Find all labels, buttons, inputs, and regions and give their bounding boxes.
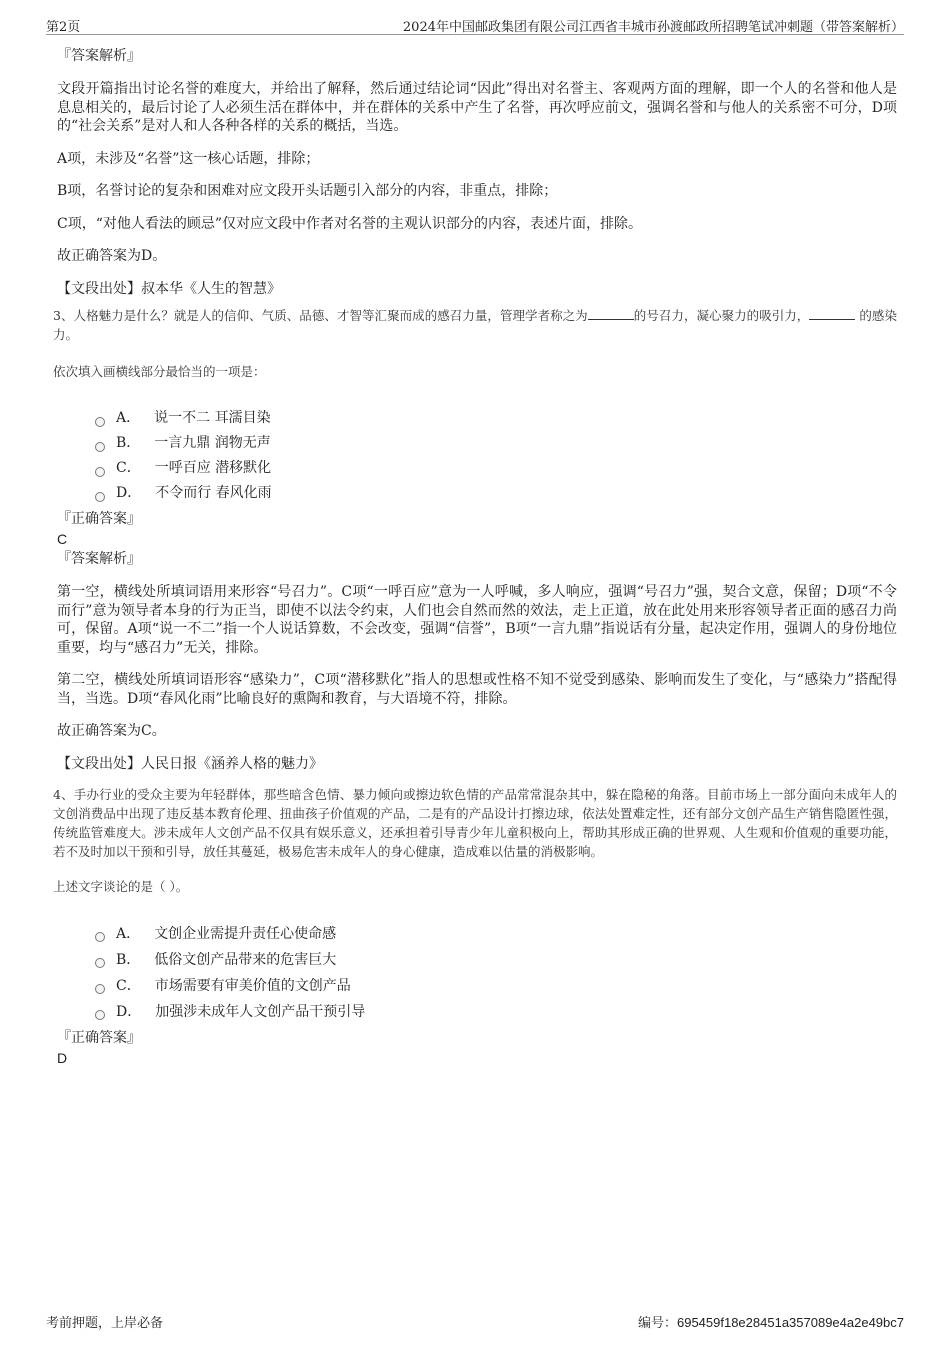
blank-1	[588, 307, 634, 320]
blank-2	[809, 307, 855, 320]
q4-prompt: 上述文字谈论的是（ ）。	[53, 879, 189, 894]
q4-option-a[interactable]: A． 文创企业需提升责任心使命感	[95, 921, 897, 947]
q3-option-d[interactable]: D． 不令而行 春风化雨	[95, 481, 897, 506]
radio-icon[interactable]	[95, 932, 105, 942]
radio-icon[interactable]	[95, 958, 105, 968]
q2-analysis-p1: 文段开篇指出讨论名誉的难度大，并给出了解释，然后通过结论词“因此”得出对名誉主、客观两方面的理解，即一个人的名誉和他人是息息相关的，最后讨论了人必须生活在群体中，并在群体的关系中产生了名誉，再次呼应前文，强调名誉和与他人的关系密不可分，D项的“社会关系”是对人和人各种各样的关系的概括，当选。	[57, 81, 897, 134]
page-number: 第2页	[46, 20, 81, 35]
q3-analysis-label: 『答案解析』	[57, 551, 141, 567]
q3-analysis-p1: 第一空，横线处所填词语用来形容“号召力”。C项“一呼百应”意为一人呼喊，多人响应，强调“号召力”强，契合文意，保留；D项“不令而行”意为领导者本身的行为正当，即使不以法令约束，人们也会自然而然的效法，走上正道，放在此处用来形容领导者正面的感召力尚可，保留。A项“说一不二”指一个人说话算数，不会改变，强调“信誉”，B项“一言九鼎”指说话有分量，起决定作用，强调人的身份地位重要，均与“感召力”无关，排除。	[57, 584, 897, 656]
footer-code: 编号：695459f18e28451a357089e4a2e49bc7	[637, 1315, 904, 1331]
q2-analysis-p4: C项，“对他人看法的顾忌”仅对应文段中作者对名誉的主观认识部分的内容，表述片面，排除。	[57, 215, 643, 232]
q2-analysis-p2: A项，未涉及“名誉”这一核心话题，排除；	[57, 150, 320, 167]
q2-conclusion: 故正确答案为D。	[57, 248, 167, 264]
page-footer	[46, 1312, 904, 1330]
q3-option-a[interactable]: A． 说一不二 耳濡目染	[95, 406, 897, 431]
q3-answer: C	[57, 531, 68, 547]
q3-answer-label: 『正确答案』	[57, 511, 141, 527]
document-body	[53, 46, 897, 1068]
q4-answer: D	[57, 1050, 68, 1066]
q4-option-d[interactable]: D． 加强涉未成年人文创产品干预引导	[95, 999, 897, 1025]
radio-icon[interactable]	[95, 984, 105, 994]
radio-icon[interactable]	[95, 442, 105, 452]
q4-option-c[interactable]: C． 市场需要有审美价值的文创产品	[95, 973, 897, 999]
q3-options	[95, 406, 897, 506]
q2-analysis-label: 『答案解析』	[57, 48, 141, 64]
footer-slogan: 考前押题，上岸必备	[46, 1316, 164, 1331]
radio-icon[interactable]	[95, 417, 105, 427]
radio-icon[interactable]	[95, 467, 105, 477]
radio-icon[interactable]	[95, 492, 105, 502]
q4-options	[95, 921, 897, 1025]
q3-option-b[interactable]: B． 一言九鼎 润物无声	[95, 431, 897, 456]
q3-source: 【文段出处】人民日报《涵养人格的魅力》	[57, 755, 323, 772]
q4-stem: 4、手办行业的受众主要为年轻群体，那些暗含色情、暴力倾向或擦边软色情的产品常常混杂其中，躲在隐秘的角落。目前市场上一部分面向未成年人的文创消费品中出现了违反基本教育伦理、扭曲孩子价值观的产品，二是有的产品设计打擦边球，依法处置难定性，还有部分文创产品生产销售隐匿性强，传统监管难度大。涉未成年人文创产品不仅具有娱乐意义，还承担着引导青少年儿童积极向上，帮助其形成正确的世界观、人生观和价值观的重要功能，若不及时加以干预和引导，放任其蔓延，极易危害未成年人的身心健康，造成难以估量的消极影响。	[53, 787, 897, 859]
q3-analysis-p2: 第二空，横线处所填词语形容“感染力”，C项“潜移默化”指人的思想或性格不知不觉受到感染、影响而发生了变化，与“感染力”搭配得当，当选。D项“春风化雨”比喻良好的熏陶和教育，与大语境不符，排除。	[57, 672, 897, 707]
q3-option-c[interactable]: C． 一呼百应 潜移默化	[95, 456, 897, 481]
q2-source: 【文段出处】叔本华《人生的智慧》	[57, 280, 281, 297]
page-header	[46, 14, 904, 35]
document-title: 2024年中国邮政集团有限公司江西省丰城市孙渡邮政所招聘笔试冲刺题（带答案解析）	[402, 20, 904, 35]
q2-analysis-p3: B项，名誉讨论的复杂和困难对应文段开头话题引入部分的内容，非重点，排除；	[57, 183, 558, 199]
q3-prompt: 依次填入画横线部分最恰当的一项是：	[53, 364, 266, 379]
q3-conclusion: 故正确答案为C。	[57, 723, 166, 739]
q4-option-b[interactable]: B． 低俗文创产品带来的危害巨大	[95, 947, 897, 973]
radio-icon[interactable]	[95, 1010, 105, 1020]
q4-answer-label: 『正确答案』	[57, 1030, 141, 1046]
q3-stem: 3、人格魅力是什么？就是人的信仰、气质、品德、才智等汇聚而成的感召力量，管理学者称之为 的号召力，凝心聚力的吸引力， 的感染力。	[53, 308, 897, 342]
